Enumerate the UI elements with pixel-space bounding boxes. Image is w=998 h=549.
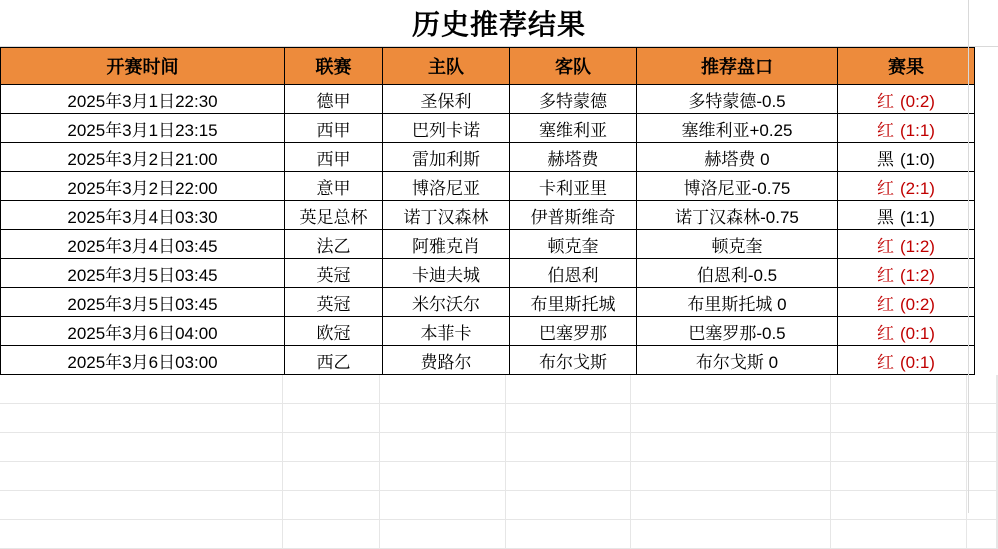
- result-score: (1:2): [900, 236, 935, 256]
- cell-result[interactable]: [838, 346, 975, 375]
- empty-cell[interactable]: [0, 375, 283, 403]
- table-row: [1, 230, 975, 259]
- sheet-right-margin: [968, 0, 998, 513]
- cell-away[interactable]: 塞维利亚: [510, 114, 637, 143]
- empty-row: [0, 375, 998, 404]
- empty-cell[interactable]: [283, 520, 380, 548]
- cell-away[interactable]: 顿克奎: [510, 230, 637, 259]
- cell-league[interactable]: 英冠: [285, 259, 383, 288]
- empty-cell[interactable]: [380, 462, 506, 490]
- cell-away[interactable]: 伯恩利: [510, 259, 637, 288]
- cell-home[interactable]: 本菲卡: [383, 317, 510, 346]
- table-row: [1, 346, 975, 375]
- empty-row: [0, 433, 998, 462]
- cell-league[interactable]: 德甲: [285, 85, 383, 114]
- cell-home[interactable]: 米尔沃尔: [383, 288, 510, 317]
- cell-league[interactable]: 西甲: [285, 143, 383, 172]
- empty-cell[interactable]: [631, 462, 831, 490]
- cell-home[interactable]: 诺丁汉森林: [383, 201, 510, 230]
- cell-line[interactable]: 顿克奎: [637, 230, 838, 259]
- empty-cell[interactable]: [831, 491, 967, 519]
- cell-time[interactable]: 2025年3月6日03:00: [1, 346, 285, 375]
- empty-cell[interactable]: [831, 462, 967, 490]
- table-header-row: [1, 48, 975, 85]
- cell-result[interactable]: [838, 230, 975, 259]
- result-label: 黑: [877, 207, 895, 227]
- empty-cell[interactable]: [283, 491, 380, 519]
- empty-cell[interactable]: [506, 433, 632, 461]
- empty-cell[interactable]: [0, 433, 283, 461]
- empty-cell[interactable]: [283, 433, 380, 461]
- empty-cell[interactable]: [631, 433, 831, 461]
- cell-league[interactable]: 英足总杯: [285, 201, 383, 230]
- empty-cell[interactable]: [380, 520, 506, 548]
- empty-cell[interactable]: [831, 375, 967, 403]
- page-title: 历史推荐结果: [411, 9, 586, 40]
- empty-cell[interactable]: [506, 404, 632, 432]
- empty-cell[interactable]: [631, 491, 831, 519]
- empty-cell[interactable]: [380, 491, 506, 519]
- cell-home[interactable]: 雷加利斯: [383, 143, 510, 172]
- empty-cell[interactable]: [0, 404, 283, 432]
- cell-home[interactable]: 圣保利: [383, 85, 510, 114]
- cell-league[interactable]: 英冠: [285, 288, 383, 317]
- result-label: 红: [877, 236, 895, 256]
- cell-result[interactable]: [838, 201, 975, 230]
- cell-time[interactable]: 2025年3月4日03:30: [1, 201, 285, 230]
- table-row: [1, 317, 975, 346]
- result-label: 红: [877, 91, 895, 111]
- cell-line[interactable]: 多特蒙德-0.5: [637, 85, 838, 114]
- cell-away[interactable]: 伊普斯维奇: [510, 201, 637, 230]
- result-label: 红: [877, 323, 895, 343]
- cell-league[interactable]: 法乙: [285, 230, 383, 259]
- cell-result[interactable]: [838, 259, 975, 288]
- empty-cell[interactable]: [831, 433, 967, 461]
- table-row: [1, 143, 975, 172]
- column-header-time[interactable]: 开赛时间: [1, 48, 285, 85]
- result-label: 红: [877, 178, 895, 198]
- cell-time[interactable]: 2025年3月2日21:00: [1, 143, 285, 172]
- table-row: [1, 172, 975, 201]
- cell-home[interactable]: 博洛尼亚: [383, 172, 510, 201]
- result-score: (0:1): [900, 352, 935, 372]
- cell-line[interactable]: 博洛尼亚-0.75: [637, 172, 838, 201]
- column-header-home[interactable]: 主队: [383, 48, 510, 85]
- cell-result[interactable]: [838, 288, 975, 317]
- table-row: [1, 201, 975, 230]
- history-results-table: [0, 47, 975, 375]
- cell-result[interactable]: [838, 172, 975, 201]
- result-score: (1:1): [900, 207, 935, 227]
- empty-cell[interactable]: [831, 520, 967, 548]
- cell-line[interactable]: 布尔戈斯 0: [637, 346, 838, 375]
- empty-cell[interactable]: [0, 491, 283, 519]
- empty-cell[interactable]: [506, 375, 632, 403]
- cell-time[interactable]: 2025年3月2日22:00: [1, 172, 285, 201]
- cell-line[interactable]: 诺丁汉森林-0.75: [637, 201, 838, 230]
- table-row: [1, 288, 975, 317]
- result-label: 红: [877, 265, 895, 285]
- table-header: [1, 48, 975, 85]
- cell-away[interactable]: 布里斯托城: [510, 288, 637, 317]
- cell-league[interactable]: 西甲: [285, 114, 383, 143]
- cell-home[interactable]: 费路尔: [383, 346, 510, 375]
- cell-home[interactable]: 阿雅克肖: [383, 230, 510, 259]
- empty-cell[interactable]: [0, 520, 283, 548]
- cell-home[interactable]: 巴列卡诺: [383, 114, 510, 143]
- empty-row: [0, 520, 998, 549]
- empty-cell[interactable]: [283, 462, 380, 490]
- empty-cell[interactable]: [631, 375, 831, 403]
- cell-line[interactable]: 巴塞罗那-0.5: [637, 317, 838, 346]
- empty-cell[interactable]: [631, 520, 831, 548]
- cell-time[interactable]: 2025年3月5日03:45: [1, 259, 285, 288]
- cell-time[interactable]: 2025年3月5日03:45: [1, 288, 285, 317]
- column-header-away[interactable]: 客队: [510, 48, 637, 85]
- cell-result[interactable]: [838, 317, 975, 346]
- cell-result[interactable]: [838, 114, 975, 143]
- cell-league[interactable]: 欧冠: [285, 317, 383, 346]
- cell-line[interactable]: 赫塔费 0: [637, 143, 838, 172]
- column-header-league[interactable]: 联赛: [285, 48, 383, 85]
- result-score: (0:2): [900, 294, 935, 314]
- empty-cell[interactable]: [380, 375, 506, 403]
- empty-row: [0, 404, 998, 433]
- cell-league[interactable]: 西乙: [285, 346, 383, 375]
- result-label: 黑: [877, 149, 895, 169]
- result-score: (0:2): [900, 91, 935, 111]
- result-label: 红: [877, 294, 895, 314]
- empty-cell[interactable]: [283, 404, 380, 432]
- cell-home[interactable]: 卡迪夫城: [383, 259, 510, 288]
- empty-cell[interactable]: [831, 404, 967, 432]
- cell-away[interactable]: 卡利亚里: [510, 172, 637, 201]
- cell-result[interactable]: [838, 85, 975, 114]
- table-row: [1, 259, 975, 288]
- result-score: (0:1): [900, 323, 935, 343]
- column-header-line[interactable]: 推荐盘口: [637, 48, 838, 85]
- cell-away[interactable]: 多特蒙德: [510, 85, 637, 114]
- empty-cell[interactable]: [380, 404, 506, 432]
- empty-grid-area: [0, 375, 998, 549]
- cell-time[interactable]: 2025年3月4日03:45: [1, 230, 285, 259]
- cell-line[interactable]: 伯恩利-0.5: [637, 259, 838, 288]
- empty-cell[interactable]: [506, 520, 632, 548]
- result-score: (1:0): [900, 149, 935, 169]
- table-row: [1, 85, 975, 114]
- cell-result[interactable]: [838, 143, 975, 172]
- cell-away[interactable]: 巴塞罗那: [510, 317, 637, 346]
- empty-cell[interactable]: [967, 520, 997, 548]
- result-label: 红: [877, 352, 895, 372]
- result-score: (1:2): [900, 265, 935, 285]
- result-label: 红: [877, 120, 895, 140]
- empty-cell[interactable]: [380, 433, 506, 461]
- empty-row: [0, 462, 998, 491]
- table-row: [1, 114, 975, 143]
- empty-cell[interactable]: [506, 491, 632, 519]
- cell-time[interactable]: 2025年3月1日23:15: [1, 114, 285, 143]
- result-score: (1:1): [900, 120, 935, 140]
- empty-row: [0, 491, 998, 520]
- cell-line[interactable]: 塞维利亚+0.25: [637, 114, 838, 143]
- title-row: [0, 0, 998, 47]
- empty-cell[interactable]: [283, 375, 380, 403]
- cell-away[interactable]: 赫塔费: [510, 143, 637, 172]
- table-body: [1, 85, 975, 375]
- column-header-result[interactable]: 赛果: [838, 48, 975, 85]
- empty-cell[interactable]: [506, 462, 632, 490]
- cell-time[interactable]: 2025年3月1日22:30: [1, 85, 285, 114]
- cell-away[interactable]: 布尔戈斯: [510, 346, 637, 375]
- result-score: (2:1): [900, 178, 935, 198]
- empty-cell[interactable]: [0, 462, 283, 490]
- cell-line[interactable]: 布里斯托城 0: [637, 288, 838, 317]
- empty-cell[interactable]: [631, 404, 831, 432]
- cell-league[interactable]: 意甲: [285, 172, 383, 201]
- cell-time[interactable]: 2025年3月6日04:00: [1, 317, 285, 346]
